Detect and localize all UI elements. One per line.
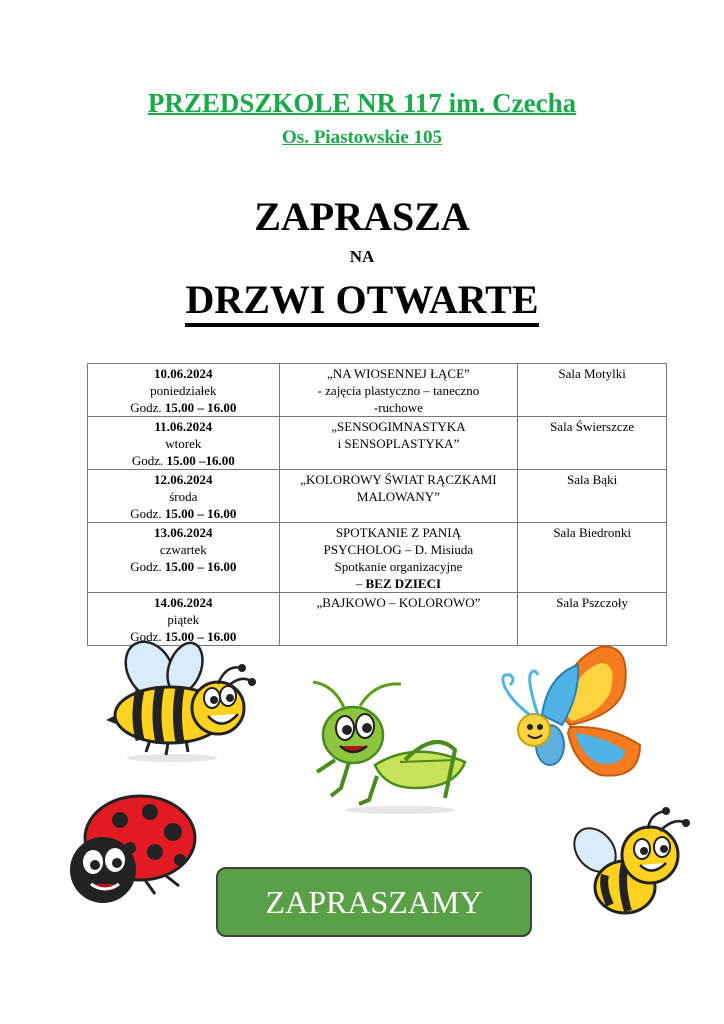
- school-address: Os. Piastowskie 105: [282, 127, 442, 148]
- room: Sala Motylki: [558, 366, 626, 381]
- activity-cell: [279, 417, 518, 470]
- event-heading: [0, 276, 724, 323]
- date: 11.06.2024: [154, 419, 213, 434]
- time: 15.00 – 16.00: [164, 400, 237, 415]
- date: 13.06.2024: [154, 525, 213, 540]
- invite-heading: ZAPRASZA: [254, 194, 470, 239]
- time: 15.00 – 16.00: [164, 506, 237, 521]
- bee-icon: [100, 640, 260, 765]
- time-line: [92, 399, 275, 416]
- time: 15.00 –16.00: [166, 453, 235, 468]
- activity-cell: [279, 523, 518, 593]
- activity-line: -ruchowe: [373, 400, 423, 415]
- activity-line: „SENSOGIMNASTYKA: [331, 419, 466, 434]
- ladybug-icon: [55, 790, 205, 915]
- activity-line: MALOWANY”: [356, 489, 440, 504]
- weekday: piątek: [167, 612, 200, 627]
- weekday: poniedziałek: [150, 383, 217, 398]
- time-prefix: Godz.: [130, 629, 162, 644]
- weekday: środa: [169, 489, 198, 504]
- small-bee-icon: [570, 805, 695, 925]
- room-cell: [518, 364, 667, 417]
- invite-banner: ZAPRASZAMY: [216, 867, 532, 937]
- time-line: [92, 452, 275, 469]
- date: 14.06.2024: [154, 595, 213, 610]
- grasshopper-icon: [305, 680, 480, 820]
- date: 12.06.2024: [154, 472, 213, 487]
- table-row: [88, 417, 667, 470]
- room-cell: [518, 593, 667, 646]
- time-line: [92, 558, 275, 575]
- activity-line: „NA WIOSENNEJ ŁĄCE”: [327, 366, 470, 381]
- time-prefix: Godz.: [130, 506, 162, 521]
- date-cell: [88, 593, 280, 646]
- table-row: [88, 593, 667, 646]
- note-prefix: –: [355, 576, 363, 591]
- weekday: wtorek: [165, 436, 202, 451]
- room: Sala Bąki: [567, 472, 618, 487]
- table-row: [88, 470, 667, 523]
- schedule-table: [87, 363, 667, 646]
- room-cell: [518, 417, 667, 470]
- school-name: PRZEDSZKOLE NR 117 im. Czecha: [147, 88, 577, 118]
- activity-cell: [279, 470, 518, 523]
- time: 15.00 – 16.00: [164, 559, 237, 574]
- activity-cell: [279, 593, 518, 646]
- weekday: czwartek: [159, 542, 207, 557]
- activity-line: i SENSOPLASTYKA”: [337, 436, 460, 451]
- activity-line: „KOLOROWY ŚWIAT RĄCZKAMI: [300, 472, 497, 487]
- date-cell: [88, 470, 280, 523]
- table-row: [88, 523, 667, 593]
- time-prefix: Godz.: [130, 559, 162, 574]
- activity-line: „BAJKOWO – KOLOROWO”: [316, 595, 481, 610]
- time-prefix: Godz.: [130, 400, 162, 415]
- date-cell: [88, 364, 280, 417]
- table-row: [88, 364, 667, 417]
- activity-note-line: [284, 575, 514, 592]
- connector-word: NA: [349, 247, 375, 266]
- date-cell: [88, 523, 280, 593]
- time: 15.00 – 16.00: [164, 629, 237, 644]
- room: Sala Biedronki: [553, 525, 631, 540]
- room-cell: [518, 470, 667, 523]
- room: Sala Pszczoły: [556, 595, 629, 610]
- room: Sala Świerszcze: [550, 419, 635, 434]
- butterfly-icon: [490, 645, 650, 795]
- date: 10.06.2024: [154, 366, 213, 381]
- event-title: DRZWI OTWARTE: [185, 277, 538, 327]
- activity-line: PSYCHOLOG – D. Misiuda: [323, 542, 474, 557]
- activity-cell: [279, 364, 518, 417]
- time-prefix: Godz.: [131, 453, 164, 468]
- date-cell: [88, 417, 280, 470]
- activity-line: - zajęcia plastyczno – taneczno: [317, 383, 480, 398]
- activity-line: SPOTKANIE Z PANIĄ: [335, 525, 462, 540]
- activity-line: Spotkanie organizacyjne: [334, 559, 463, 574]
- activity-note: BEZ DZIECI: [365, 576, 442, 591]
- time-line: [92, 505, 275, 522]
- room-cell: [518, 523, 667, 593]
